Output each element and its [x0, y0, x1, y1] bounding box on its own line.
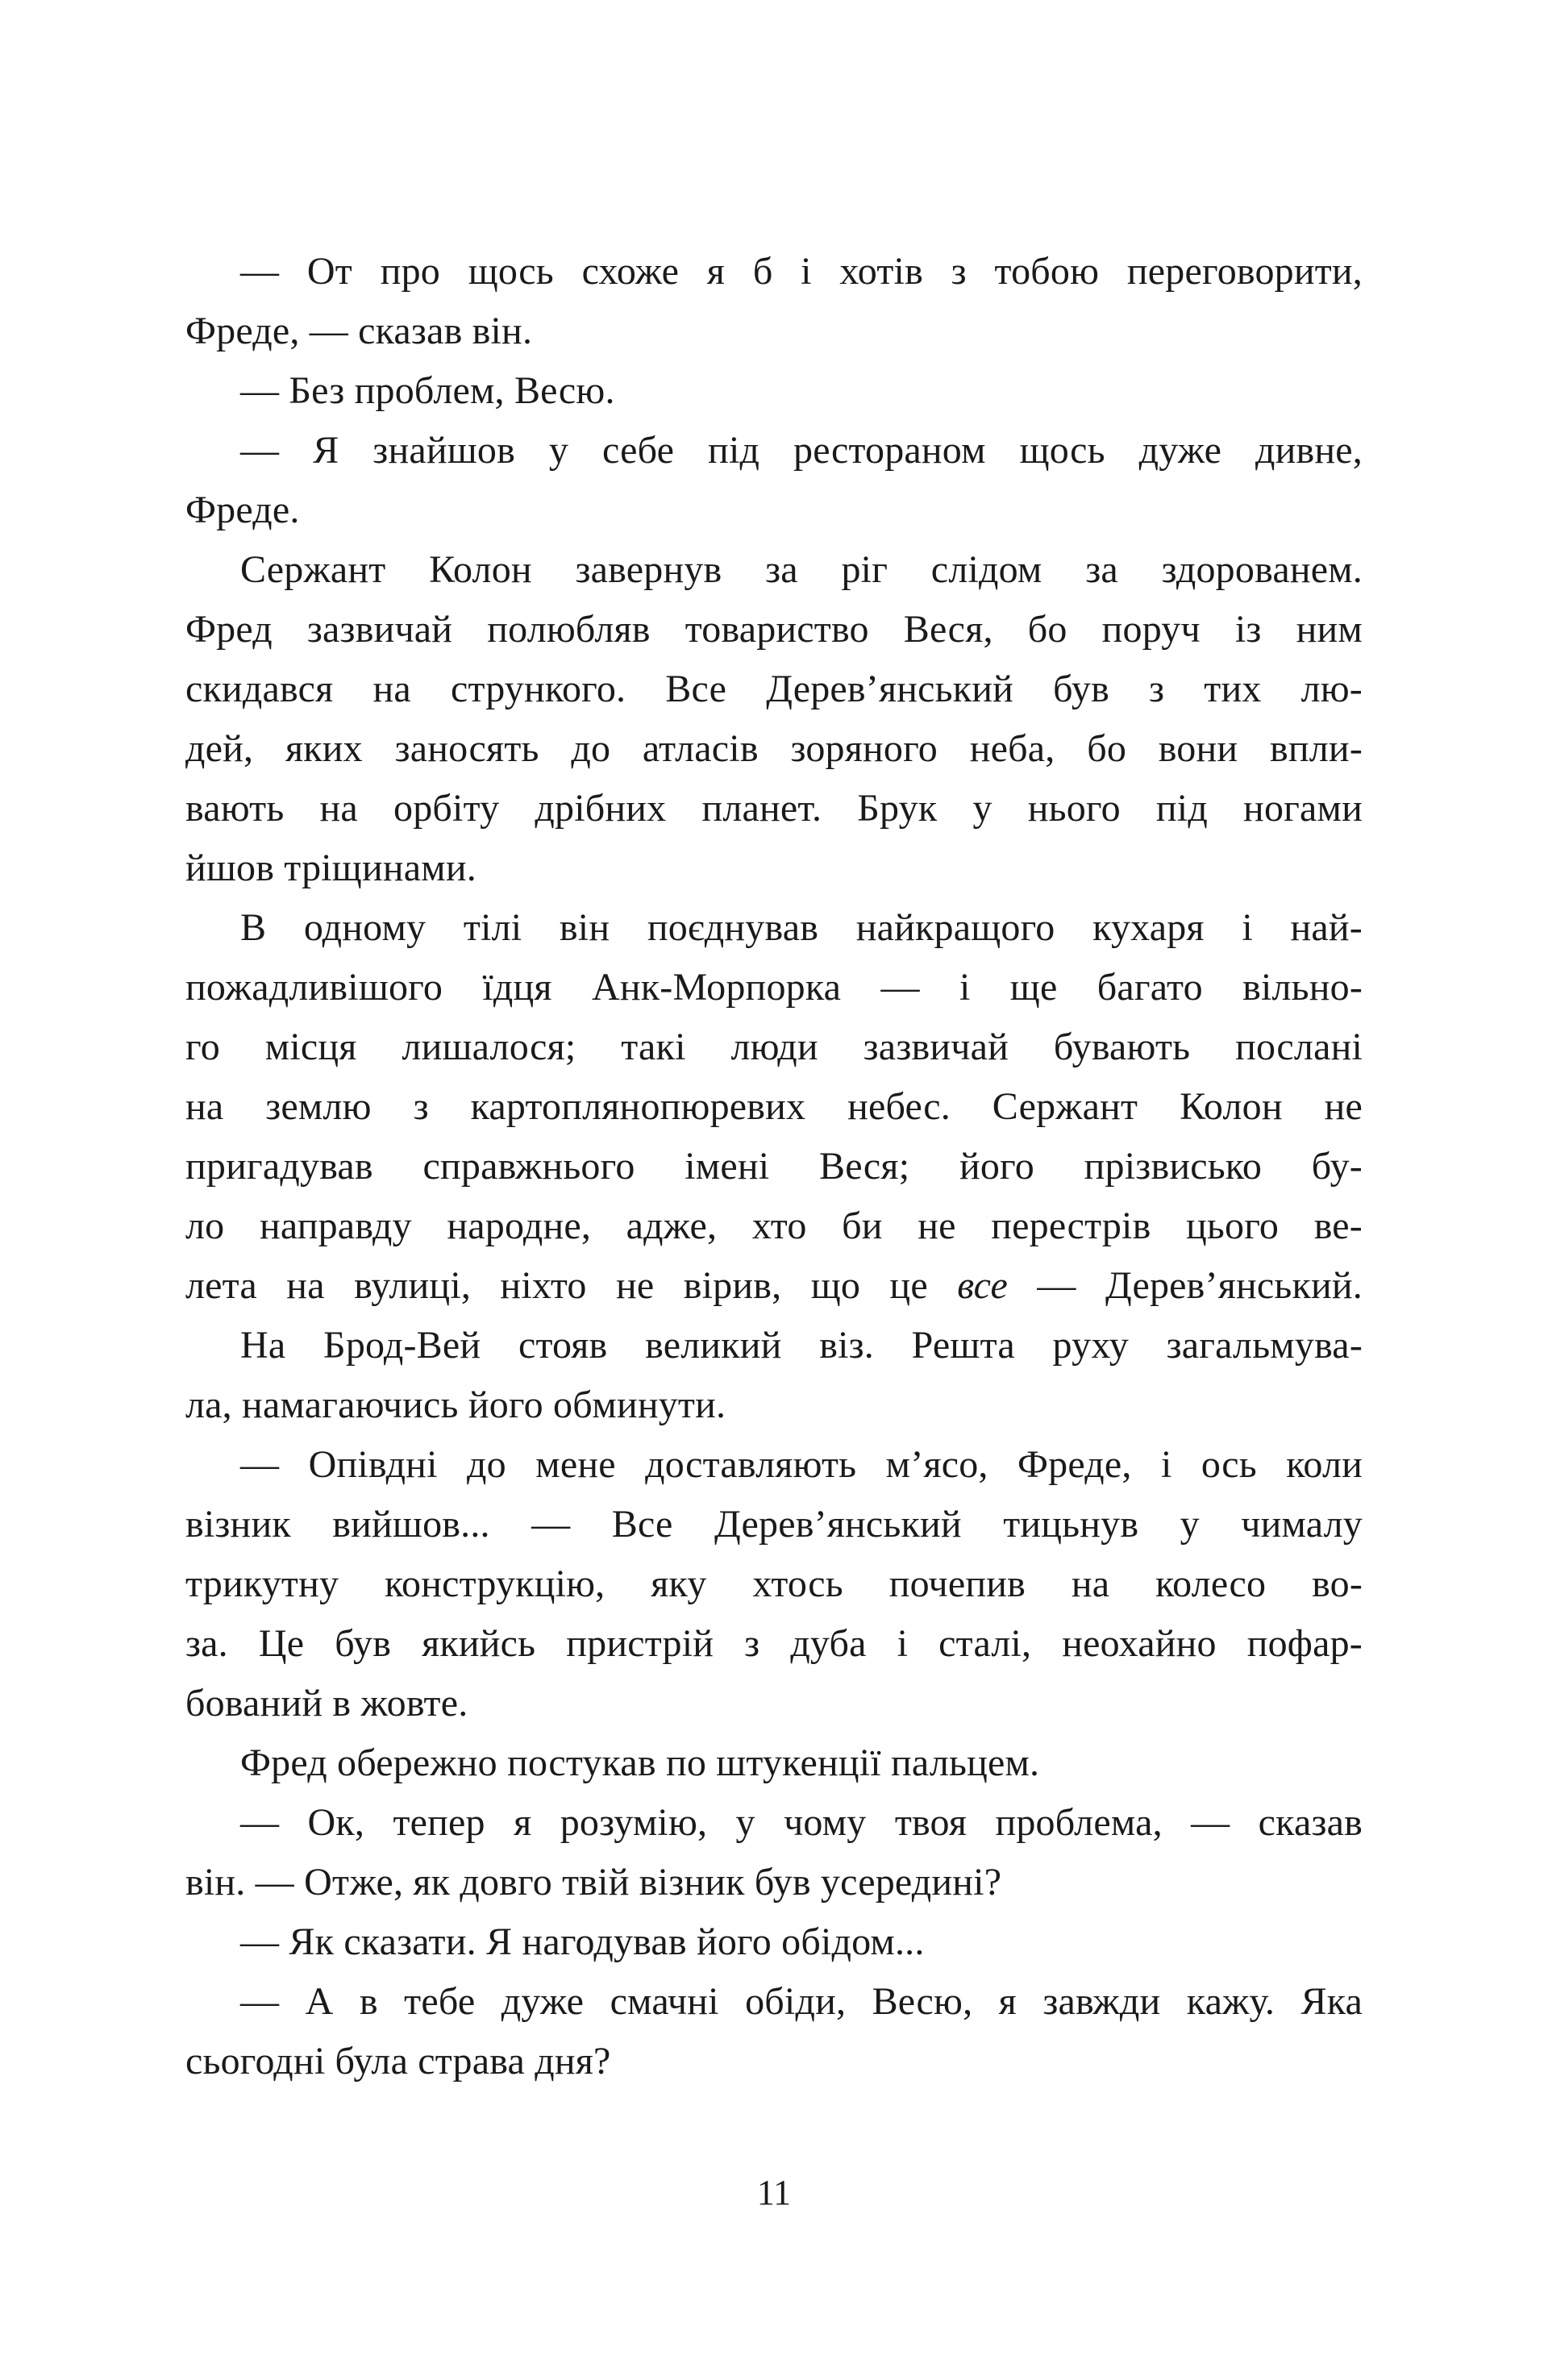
text-segment: — Без проблем, Весю.	[240, 369, 615, 412]
text-line	[185, 2032, 1363, 2091]
text-line	[185, 1554, 1363, 1614]
text-line	[185, 1614, 1363, 1674]
text-line	[185, 1674, 1363, 1733]
text-segment: — Як сказати. Я нагодував його обідом...	[240, 1920, 925, 1963]
text-segment: — От про щось схоже я б і хотів з тобою переговорити,	[240, 250, 1363, 293]
text-line	[185, 659, 1363, 719]
text-segment: На Брод-Вей стояв великий віз. Решта руху загальмува-	[240, 1324, 1363, 1367]
text-segment: Фред обережно постукав по штукенції пальцем.	[240, 1741, 1040, 1784]
text-segment: пригадував справжнього імені Веся; його прізвисько бу-	[185, 1145, 1363, 1188]
text-segment: — А в тебе дуже смачні обіди, Весю, я завжди кажу. Яка	[240, 1980, 1363, 2023]
text-line	[185, 1733, 1363, 1793]
text-segment: бований в жовте.	[185, 1682, 468, 1725]
text-segment: візник вийшов... — Все Дерев’янський тицьнув у чималу	[185, 1503, 1363, 1546]
text-segment: Сержант Колон завернув за ріг слідом за здорованем.	[240, 548, 1363, 591]
text-segment: пожадливішого їдця Анк-Морпорка — і ще багато вільно-	[185, 966, 1363, 1009]
text-segment: на землю з картоплянопюревих небес. Сержант Колон не	[185, 1085, 1363, 1128]
text-line	[185, 1972, 1363, 2032]
text-line	[185, 1017, 1363, 1077]
text-segment: — Дерев’янський.	[1007, 1264, 1363, 1307]
text-line	[185, 1256, 1363, 1316]
text-line	[185, 1196, 1363, 1256]
page-number: 11	[756, 2173, 792, 2212]
text-segment: лета на вулиці, ніхто не вірив, що це	[185, 1264, 958, 1307]
text-line	[185, 421, 1363, 481]
text-line	[185, 1912, 1363, 1972]
text-line	[185, 1077, 1363, 1137]
text-line	[185, 1793, 1363, 1853]
text-segment: він. — Отже, як довго твій візник був усередині?	[185, 1861, 1002, 1904]
text-line	[185, 1137, 1363, 1196]
text-line	[185, 898, 1363, 958]
text-line	[185, 1375, 1363, 1435]
text-line	[185, 361, 1363, 421]
text-segment: ла, намагаючись його обминути.	[185, 1383, 726, 1426]
page-text	[185, 242, 1363, 2091]
text-segment: за. Це був якийсь пристрій з дуба і сталі, неохайно пофар-	[185, 1622, 1363, 1665]
text-segment: трикутну конструкцію, яку хтось почепив на колесо во-	[185, 1562, 1363, 1605]
text-segment: В одному тілі він поєднував найкращого кухаря і най-	[240, 906, 1363, 949]
text-segment: дей, яких заносять до атласів зоряного неба, бо вони впли-	[185, 727, 1363, 770]
text-line	[185, 540, 1363, 600]
text-line	[185, 1853, 1363, 1912]
text-line	[185, 1435, 1363, 1495]
text-segment: — Ок, тепер я розумію, у чому твоя проблема, — сказав	[240, 1801, 1363, 1844]
text-segment: Фреде, — сказав він.	[185, 310, 533, 352]
text-segment: — Я знайшов у себе під рестораном щось дуже дивне,	[240, 429, 1363, 472]
text-segment: сьогодні була страва дня?	[185, 2040, 611, 2082]
text-segment-italic: все	[957, 1264, 1008, 1307]
text-segment: вають на орбіту дрібних планет. Брук у нього під ногами	[185, 787, 1363, 830]
text-line	[185, 958, 1363, 1017]
text-line	[185, 719, 1363, 779]
text-line	[185, 838, 1363, 898]
text-segment: — Опівдні до мене доставляють м’ясо, Фреде, і ось коли	[240, 1443, 1363, 1486]
text-segment: скидався на стрункого. Все Дерев’янський був з тих лю-	[185, 668, 1363, 710]
text-line	[185, 600, 1363, 659]
text-line	[185, 302, 1363, 361]
text-line	[185, 242, 1363, 302]
text-segment: ло направду народне, адже, хто би не перестрів цього ве-	[185, 1205, 1363, 1247]
text-line	[185, 1316, 1363, 1375]
text-segment: Фред зазвичай полюбляв товариство Веся, бо поруч із ним	[185, 608, 1363, 651]
text-line	[185, 779, 1363, 838]
text-segment: го місця лишалося; такі люди зазвичай бувають послані	[185, 1026, 1363, 1068]
text-segment: Фреде.	[185, 489, 300, 531]
text-segment: йшов тріщинами.	[185, 847, 476, 889]
text-line	[185, 481, 1363, 540]
text-line	[185, 1495, 1363, 1554]
